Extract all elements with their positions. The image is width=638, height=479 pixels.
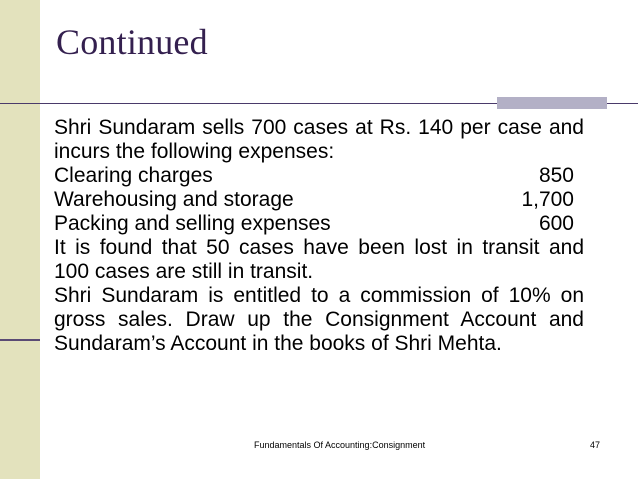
slide-title: Continued (56, 22, 208, 62)
page-number: 47 (589, 440, 600, 450)
expense-row (54, 188, 584, 212)
expense-row (54, 212, 584, 236)
footer-text: Fundamentals Of Accounting:Consignment (254, 440, 426, 450)
expense-label: Packing and selling expenses (54, 212, 331, 235)
slide-body (54, 116, 584, 356)
expense-label: Warehousing and storage (54, 188, 294, 211)
expense-label: Clearing charges (54, 164, 213, 187)
expense-amount: 850 (538, 164, 574, 187)
expense-amount: 1,700 (521, 188, 574, 211)
expense-row (54, 164, 584, 188)
title-divider-accent (497, 97, 607, 109)
left-divider-line (0, 339, 40, 341)
commission-instruction: Shri Sundaram is entitled to a commission of 10% on gross sales. Draw up the Consignment Account and Sundaram’s Account in the books of Shri Mehta. (54, 284, 584, 355)
expense-amount: 600 (538, 212, 574, 235)
problem-intro: Shri Sundaram sells 700 cases at Rs. 140 per case and incurs the following expenses: (54, 116, 584, 163)
transit-loss-note: It is found that 50 cases have been lost in transit and 100 cases are still in transit. (54, 236, 584, 283)
slide-footer (0, 440, 638, 456)
left-accent-band (0, 0, 40, 479)
